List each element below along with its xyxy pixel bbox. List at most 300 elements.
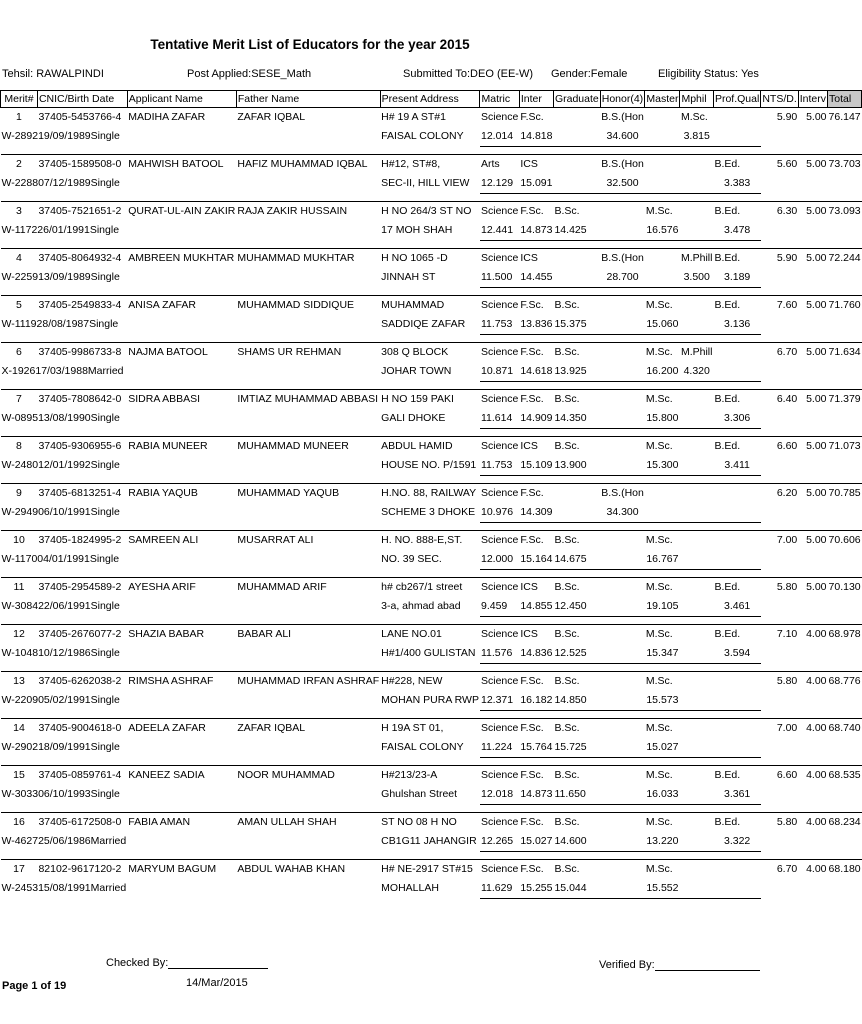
cnic-cell: 37405-7808642-0: [37, 390, 127, 410]
empty-cell: [127, 550, 236, 570]
reg-dob-cell: [1, 315, 128, 335]
table-row: [1, 296, 862, 316]
honor-cell: [600, 437, 645, 457]
mphil-score: 3.815: [680, 127, 714, 147]
honor-cell: [600, 343, 645, 363]
table-row-detail: [1, 362, 862, 382]
prof-qual-score: 3.136: [713, 315, 760, 335]
graduate-score: 14.350: [553, 409, 600, 429]
honor-cell: [600, 202, 645, 222]
prof-qual-cell: [713, 531, 760, 551]
registration-code: W-1170: [1, 553, 38, 566]
table-row-detail: [1, 832, 862, 852]
honor-cell: [600, 813, 645, 833]
address-line-1: ST NO 08 H NO: [380, 813, 480, 833]
table-row: [1, 108, 862, 128]
empty-cell: [828, 503, 862, 523]
document-title: Tentative Merit List of Educators for the year 2015: [150, 37, 470, 52]
cnic-cell: 37405-6172508-0: [37, 813, 127, 833]
address-line-2: GALI DHOKE: [381, 412, 446, 425]
column-header: Total: [828, 91, 862, 108]
spacer-cell: [1, 617, 862, 625]
empty-cell: [828, 785, 862, 805]
empty-cell: [761, 503, 798, 523]
nts-score: 6.40: [761, 390, 798, 410]
prof-qual-cell: B.Ed.: [713, 437, 760, 457]
father-name: MUHAMMAD ARIF: [236, 578, 380, 598]
column-header: Prof.Qual: [713, 91, 760, 108]
registration-code: W-2949: [1, 506, 39, 519]
master-score: [645, 174, 680, 194]
master-score: 15.347: [645, 644, 680, 664]
honor-cell: [600, 860, 645, 880]
mphil-score: [680, 832, 714, 852]
nts-score: 7.60: [761, 296, 798, 316]
inter-cell: F.Sc.: [519, 108, 553, 128]
empty-cell: [236, 221, 380, 241]
graduate-cell: B.Sc.: [553, 766, 600, 786]
graduate-cell: B.Sc.: [553, 719, 600, 739]
table-row: [1, 860, 862, 880]
matric-cell: Science: [480, 719, 519, 739]
birth-date-status: 13/08/1990Single: [38, 412, 120, 425]
checked-by-label: [106, 957, 268, 969]
empty-cell: [798, 315, 827, 335]
spacer-cell: [1, 899, 862, 907]
mphil-score: [680, 456, 714, 476]
matric-cell: Science: [480, 531, 519, 551]
address-line-2: H#1/400 GULISTAN: [381, 647, 476, 660]
mphil-cell: [680, 672, 714, 692]
registration-code: W-3084: [1, 600, 39, 613]
graduate-score: 13.900: [553, 456, 600, 476]
father-name: ZAFAR IQBAL: [236, 719, 380, 739]
master-score: 16.576: [645, 221, 680, 241]
applicant-name: MAHWISH BATOOL: [127, 155, 236, 175]
master-cell: [645, 249, 680, 269]
address-line-2: SEC-II, HILL VIEW: [381, 177, 470, 190]
prof-qual-score: [713, 879, 760, 899]
column-header: Matric: [480, 91, 519, 108]
empty-cell: [127, 362, 236, 382]
prof-qual-cell: B.Ed.: [713, 390, 760, 410]
birth-date-status: 06/10/1993Single: [38, 788, 120, 801]
prof-qual-score: 3.361: [713, 785, 760, 805]
table-row-detail: [1, 644, 862, 664]
inter-score: 14.873: [519, 221, 553, 241]
mphil-cell: M.Phill: [680, 249, 714, 269]
empty-cell: [127, 879, 236, 899]
master-cell: M.Sc.: [645, 202, 680, 222]
birth-date-status: 18/09/1991Single: [38, 741, 120, 754]
mphil-cell: [680, 437, 714, 457]
table-row-detail: [1, 409, 862, 429]
honor-score: [600, 315, 645, 335]
row-spacer: [1, 288, 862, 296]
applicant-name: RIMSHA ASHRAF: [127, 672, 236, 692]
master-cell: [645, 155, 680, 175]
master-score: 15.552: [645, 879, 680, 899]
graduate-score: [553, 268, 600, 288]
birth-date-status: 25/06/1986Married: [38, 835, 127, 848]
merit-number: 7: [1, 390, 38, 410]
nts-score: 5.60: [761, 155, 798, 175]
checked-by-signature-line: [168, 968, 268, 969]
mphil-score: [680, 738, 714, 758]
interview-score: 5.00: [798, 578, 827, 598]
master-score: 16.200: [645, 362, 680, 382]
column-header: Mphil: [680, 91, 714, 108]
father-name: MUHAMMAD YAQUB: [236, 484, 380, 504]
merit-number: 5: [1, 296, 38, 316]
inter-cell: F.Sc.: [519, 202, 553, 222]
table-row: [1, 531, 862, 551]
inter-score: 14.873: [519, 785, 553, 805]
honor-score: [600, 362, 645, 382]
matric-cell: Science: [480, 343, 519, 363]
inter-cell: ICS: [519, 437, 553, 457]
total-score: 76.147: [828, 108, 862, 128]
spacer-cell: [1, 194, 862, 202]
spacer-cell: [1, 429, 862, 437]
table-header-row: [1, 91, 862, 108]
empty-cell: [828, 550, 862, 570]
graduate-score: [553, 174, 600, 194]
column-header: Graduate: [553, 91, 600, 108]
spacer-cell: [1, 288, 862, 296]
column-header: Master: [645, 91, 680, 108]
registration-code: W-1048: [1, 647, 39, 660]
table-row-detail: [1, 550, 862, 570]
table-row: [1, 437, 862, 457]
prof-qual-score: 3.478: [713, 221, 760, 241]
nts-score: 7.00: [761, 531, 798, 551]
honor-score: [600, 738, 645, 758]
matric-score: 11.224: [480, 738, 519, 758]
registration-code: W-2259: [1, 271, 39, 284]
empty-cell: [761, 738, 798, 758]
matric-cell: Science: [480, 860, 519, 880]
row-spacer: [1, 617, 862, 625]
merit-number: 1: [1, 108, 38, 128]
empty-cell: [798, 785, 827, 805]
matric-cell: Science: [480, 202, 519, 222]
address-line-2: Ghulshan Street: [381, 788, 458, 801]
empty-cell: [127, 221, 236, 241]
merit-number: 6: [1, 343, 38, 363]
row-spacer: [1, 241, 862, 249]
table-row-detail: [1, 315, 862, 335]
address-line-1: H. NO. 888-E,ST.: [380, 531, 480, 551]
applicant-name: RABIA MUNEER: [127, 437, 236, 457]
prof-qual-score: [713, 738, 760, 758]
honor-cell: [600, 719, 645, 739]
total-score: 70.785: [828, 484, 862, 504]
table-row-detail: [1, 503, 862, 523]
interview-score: 5.00: [798, 390, 827, 410]
applicant-name: AYESHA ARIF: [127, 578, 236, 598]
interview-score: 4.00: [798, 860, 827, 880]
column-header: Present Address: [380, 91, 480, 108]
inter-score: 15.164: [519, 550, 553, 570]
empty-cell: [761, 456, 798, 476]
empty-cell: [828, 597, 862, 617]
graduate-cell: [553, 484, 600, 504]
honor-score: 32.500: [600, 174, 645, 194]
empty-cell: [828, 362, 862, 382]
prof-qual-score: 3.383: [713, 174, 760, 194]
mphil-cell: M.Phill: [680, 343, 714, 363]
empty-cell: [127, 785, 236, 805]
empty-cell: [236, 409, 380, 429]
empty-cell: [236, 127, 380, 147]
honor-cell: B.S.(Hon: [600, 484, 645, 504]
cnic-cell: 37405-5453766-4: [37, 108, 127, 128]
birth-date-status: 17/03/1988Married: [35, 365, 124, 378]
row-spacer: [1, 664, 862, 672]
inter-cell: F.Sc.: [519, 296, 553, 316]
address-line-1: H 19A ST 01,: [380, 719, 480, 739]
row-spacer: [1, 429, 862, 437]
matric-score: 11.614: [480, 409, 519, 429]
column-header: Merit#: [1, 91, 38, 108]
birth-date-status: 26/01/1991Single: [37, 224, 120, 237]
inter-score: 14.455: [519, 268, 553, 288]
master-cell: M.Sc.: [645, 343, 680, 363]
empty-cell: [127, 315, 236, 335]
matric-score: 11.500: [480, 268, 519, 288]
row-spacer: [1, 523, 862, 531]
mphil-score: [680, 503, 714, 523]
honor-cell: [600, 578, 645, 598]
inter-cell: F.Sc.: [519, 813, 553, 833]
mphil-score: [680, 785, 714, 805]
table-row: [1, 766, 862, 786]
master-score: 15.573: [645, 691, 680, 711]
mphil-cell: [680, 484, 714, 504]
honor-cell: [600, 390, 645, 410]
empty-cell: [761, 785, 798, 805]
empty-cell: [798, 550, 827, 570]
empty-cell: [798, 738, 827, 758]
empty-cell: [236, 268, 380, 288]
merit-number: 13: [1, 672, 38, 692]
empty-cell: [236, 456, 380, 476]
reg-dob-cell: [1, 785, 128, 805]
address-line-2: CB1G11 JAHANGIR: [381, 835, 477, 848]
honor-cell: B.S.(Hon: [600, 249, 645, 269]
registration-code: W-2209: [1, 694, 39, 707]
mphil-score: [680, 550, 714, 570]
honor-score: [600, 409, 645, 429]
empty-cell: [828, 409, 862, 429]
prof-qual-cell: B.Ed.: [713, 625, 760, 645]
master-cell: M.Sc.: [645, 813, 680, 833]
empty-cell: [828, 315, 862, 335]
empty-cell: [761, 127, 798, 147]
honor-score: [600, 644, 645, 664]
empty-cell: [236, 315, 380, 335]
empty-cell: [798, 268, 827, 288]
interview-score: 5.00: [798, 484, 827, 504]
address-line-1: H NO 1065 -D: [380, 249, 480, 269]
table-row: [1, 343, 862, 363]
eligibility-status-label: Eligibility Status: Yes: [658, 68, 759, 80]
father-name: IMTIAZ MUHAMMAD ABBASI: [236, 390, 380, 410]
graduate-cell: B.Sc.: [553, 625, 600, 645]
reg-dob-cell: [1, 409, 128, 429]
empty-cell: [127, 644, 236, 664]
honor-cell: [600, 531, 645, 551]
empty-cell: [828, 174, 862, 194]
total-score: 70.606: [828, 531, 862, 551]
prof-qual-score: 3.322: [713, 832, 760, 852]
honor-cell: [600, 296, 645, 316]
master-score: 13.220: [645, 832, 680, 852]
master-cell: M.Sc.: [645, 719, 680, 739]
graduate-score: 15.725: [553, 738, 600, 758]
mphil-cell: [680, 578, 714, 598]
empty-cell: [236, 597, 380, 617]
interview-score: 4.00: [798, 719, 827, 739]
cnic-cell: 37405-1589508-0: [37, 155, 127, 175]
interview-score: 4.00: [798, 766, 827, 786]
inter-cell: ICS: [519, 625, 553, 645]
registration-code: W-2480: [1, 459, 39, 472]
reg-dob-cell: [1, 362, 128, 382]
mphil-score: [680, 174, 714, 194]
empty-cell: [798, 456, 827, 476]
cnic-cell: 37405-2954589-2: [37, 578, 127, 598]
cnic-cell: 37405-7521651-2: [37, 202, 127, 222]
matric-cell: Science: [480, 766, 519, 786]
spacer-cell: [1, 805, 862, 813]
column-header: Applicant Name: [127, 91, 236, 108]
address-line-2: MOHALLAH: [381, 882, 439, 895]
mphil-cell: [680, 719, 714, 739]
inter-score: 14.909: [519, 409, 553, 429]
empty-cell: [798, 832, 827, 852]
prof-qual-score: 3.461: [713, 597, 760, 617]
cnic-cell: 37405-8064932-4: [37, 249, 127, 269]
page-number: Page 1 of 19: [2, 980, 67, 992]
prof-qual-cell: [713, 484, 760, 504]
nts-score: 5.80: [761, 813, 798, 833]
nts-score: 6.70: [761, 343, 798, 363]
prof-qual-score: 3.594: [713, 644, 760, 664]
table-row: [1, 813, 862, 833]
empty-cell: [127, 456, 236, 476]
table-row-detail: [1, 785, 862, 805]
matric-score: 11.753: [480, 456, 519, 476]
master-cell: M.Sc.: [645, 390, 680, 410]
empty-cell: [798, 174, 827, 194]
matric-score: 12.441: [480, 221, 519, 241]
reg-dob-cell: [1, 127, 128, 147]
father-name: MUSARRAT ALI: [236, 531, 380, 551]
reg-dob-cell: [1, 174, 128, 194]
matric-cell: Science: [480, 578, 519, 598]
birth-date-status: 06/10/1991Single: [38, 506, 120, 519]
birth-date-status: 04/01/1991Single: [37, 553, 120, 566]
master-cell: M.Sc.: [645, 860, 680, 880]
address-line-1: H NO 159 PAKI: [380, 390, 480, 410]
graduate-cell: B.Sc.: [553, 672, 600, 692]
mphil-score: 4.320: [680, 362, 714, 382]
total-score: 71.073: [828, 437, 862, 457]
address-line-2: HOUSE NO. P/1591: [381, 459, 477, 472]
mphil-score: [680, 409, 714, 429]
table-row-detail: [1, 738, 862, 758]
address-line-1: H# NE-2917 ST#15: [380, 860, 480, 880]
matric-score: 11.753: [480, 315, 519, 335]
graduate-cell: B.Sc.: [553, 813, 600, 833]
empty-cell: [236, 644, 380, 664]
total-score: 71.379: [828, 390, 862, 410]
matric-cell: Science: [480, 437, 519, 457]
column-header: CNIC/Birth Date: [37, 91, 127, 108]
inter-score: 14.618: [519, 362, 553, 382]
mphil-cell: [680, 202, 714, 222]
prof-qual-cell: B.Ed.: [713, 155, 760, 175]
mphil-cell: [680, 296, 714, 316]
table-row-detail: [1, 127, 862, 147]
applicant-name: KANEEZ SADIA: [127, 766, 236, 786]
prof-qual-score: 3.189: [713, 268, 760, 288]
inter-score: 15.764: [519, 738, 553, 758]
address-line-1: H# 19 A ST#1: [380, 108, 480, 128]
row-spacer: [1, 335, 862, 343]
prof-qual-cell: [713, 672, 760, 692]
inter-cell: ICS: [519, 249, 553, 269]
column-header: NTS/D.: [761, 91, 798, 108]
column-header: Inter: [519, 91, 553, 108]
interview-score: 4.00: [798, 813, 827, 833]
spacer-cell: [1, 758, 862, 766]
prof-qual-cell: B.Ed.: [713, 813, 760, 833]
prof-qual-cell: B.Ed.: [713, 766, 760, 786]
master-cell: M.Sc.: [645, 296, 680, 316]
table-row: [1, 484, 862, 504]
father-name: RAJA ZAKIR HUSSAIN: [236, 202, 380, 222]
matric-score: 10.871: [480, 362, 519, 382]
matric-cell: Science: [480, 296, 519, 316]
interview-score: 5.00: [798, 531, 827, 551]
cnic-cell: 82102-9617120-2: [37, 860, 127, 880]
matric-cell: Science: [480, 390, 519, 410]
master-cell: [645, 108, 680, 128]
graduate-score: 11.650: [553, 785, 600, 805]
table-row: [1, 625, 862, 645]
merit-number: 16: [1, 813, 38, 833]
inter-score: 15.027: [519, 832, 553, 852]
address-line-1: ABDUL HAMID: [380, 437, 480, 457]
applicant-name: FABIA AMAN: [127, 813, 236, 833]
post-applied-label: Post Applied:SESE_Math: [187, 68, 312, 80]
empty-cell: [236, 832, 380, 852]
gender-label: Gender:Female: [551, 68, 628, 80]
address-line-1: H NO 264/3 ST NO: [380, 202, 480, 222]
verified-by-label: [599, 959, 760, 971]
address-line-2: SCHEME 3 DHOKE: [381, 506, 476, 519]
mphil-cell: [680, 813, 714, 833]
address-line-1: H.NO. 88, RAILWAY: [380, 484, 480, 504]
graduate-score: 15.044: [553, 879, 600, 899]
honor-score: [600, 785, 645, 805]
birth-date-status: 07/12/1989Single: [38, 177, 120, 190]
matric-score: 10.976: [480, 503, 519, 523]
mphil-score: [680, 597, 714, 617]
